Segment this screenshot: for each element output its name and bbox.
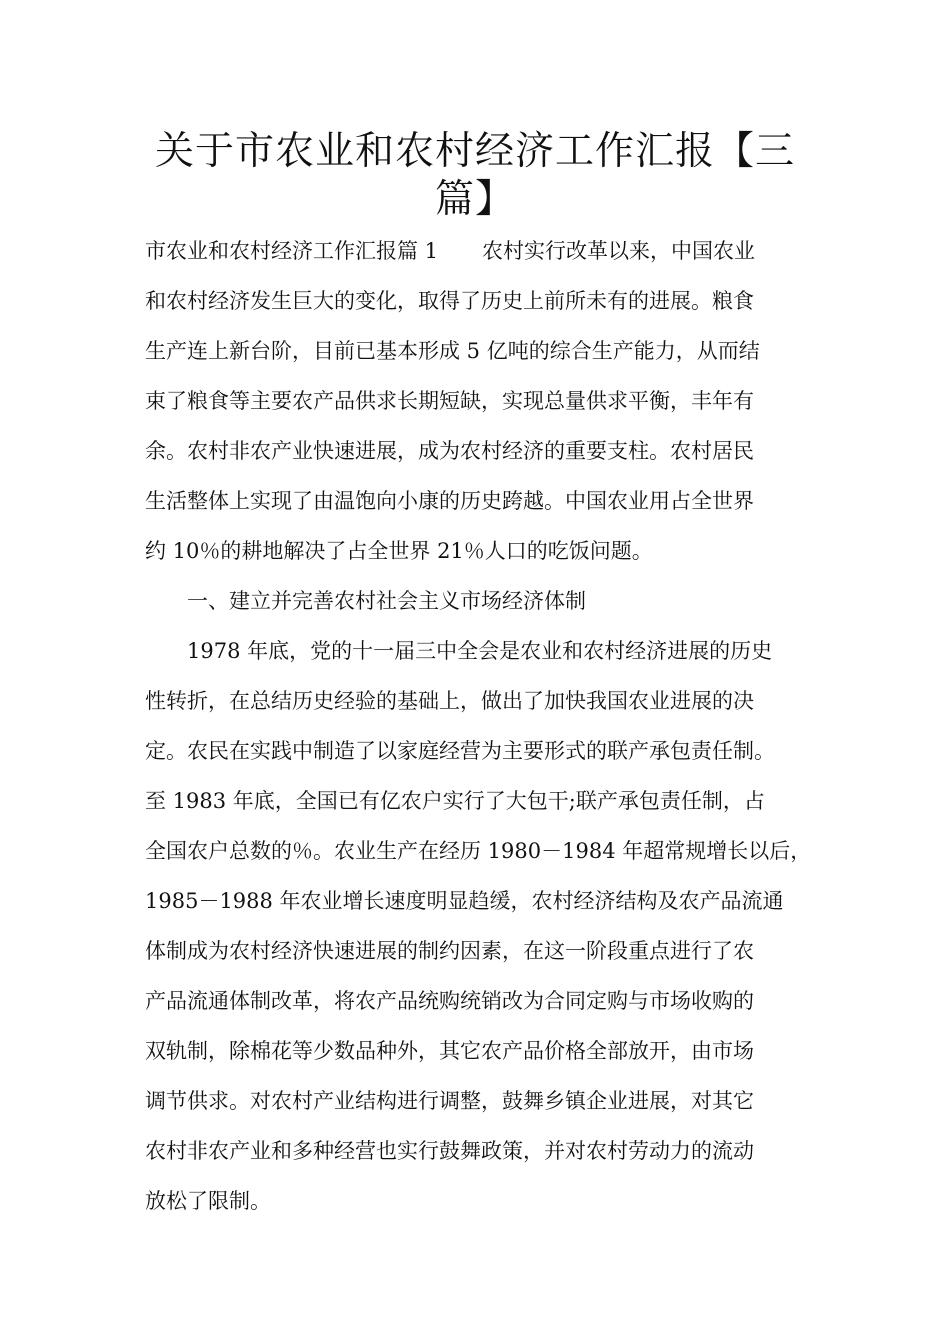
intro-section-label: 市农业和农村经济工作汇报篇 1: [145, 239, 439, 263]
paragraph-line: 全国农户总数的％。农业生产在经历 1980－1984 年超常规增长以后，: [145, 839, 812, 863]
paragraph-line: 双轨制，除棉花等少数品种外，其它农产品价格全部放开，由市场: [145, 1039, 754, 1063]
section-heading: 一、建立并完善农村社会主义市场经济体制: [187, 589, 586, 613]
title-line: 关于市农业和农村经济工作汇报【三: [154, 129, 795, 174]
paragraph-line: 放松了限制。: [145, 1189, 271, 1213]
intro-line: 余。农村非农产业快速进展，成为农村经济的重要支柱。农村居民: [145, 439, 754, 463]
paragraph-line: 性转折，在总结历史经验的基础上，做出了加快我国农业进展的决: [145, 689, 754, 713]
intro-first-line: [145, 226, 805, 276]
paragraph-line: 产品流通体制改革，将农产品统购统销改为合同定购与市场收购的: [145, 989, 754, 1013]
paragraph-line: 调节供求。对农村产业结构进行调整，鼓舞乡镇企业进展，对其它: [145, 1089, 754, 1113]
intro-line: 束了粮食等主要农产品供求长期短缺，实现总量供求平衡，丰年有: [145, 389, 754, 413]
intro-line: 生产连上新台阶，目前已基本形成 5 亿吨的综合生产能力，从而结: [145, 339, 760, 363]
paragraph-line: 1978 年底，党的十一届三中全会是农业和农村经济进展的历史: [187, 639, 773, 663]
paragraph-line: 1985－1988 年农业增长速度明显趋缓，农村经济结构及农产品流通: [145, 889, 784, 913]
intro-first-line-text: 农村实行改革以来，中国农业: [482, 239, 756, 263]
title-line: 篇】: [434, 177, 515, 222]
intro-line: 和农村经济发生巨大的变化，取得了历史上前所未有的进展。粮食: [145, 289, 754, 313]
paragraph-line: 定。农民在实践中制造了以家庭经营为主要形式的联产承包责任制。: [145, 739, 775, 763]
paragraph-line: 农村非农产业和多种经营也实行鼓舞政策，并对农村劳动力的流动: [145, 1139, 754, 1163]
paragraph-line: 体制成为农村经济快速进展的制约因素，在这一阶段重点进行了农: [145, 939, 754, 963]
intro-line: 约 10％的耕地解决了占全世界 21％人口的吃饭问题。: [145, 539, 653, 563]
paragraph-line: 至 1983 年底，全国已有亿农户实行了大包干;联产承包责任制，占: [145, 789, 765, 813]
intro-line: 生活整体上实现了由温饱向小康的历史跨越。中国农业用占全世界: [145, 489, 754, 513]
document-title: [145, 128, 805, 224]
document-body: [145, 226, 812, 1226]
